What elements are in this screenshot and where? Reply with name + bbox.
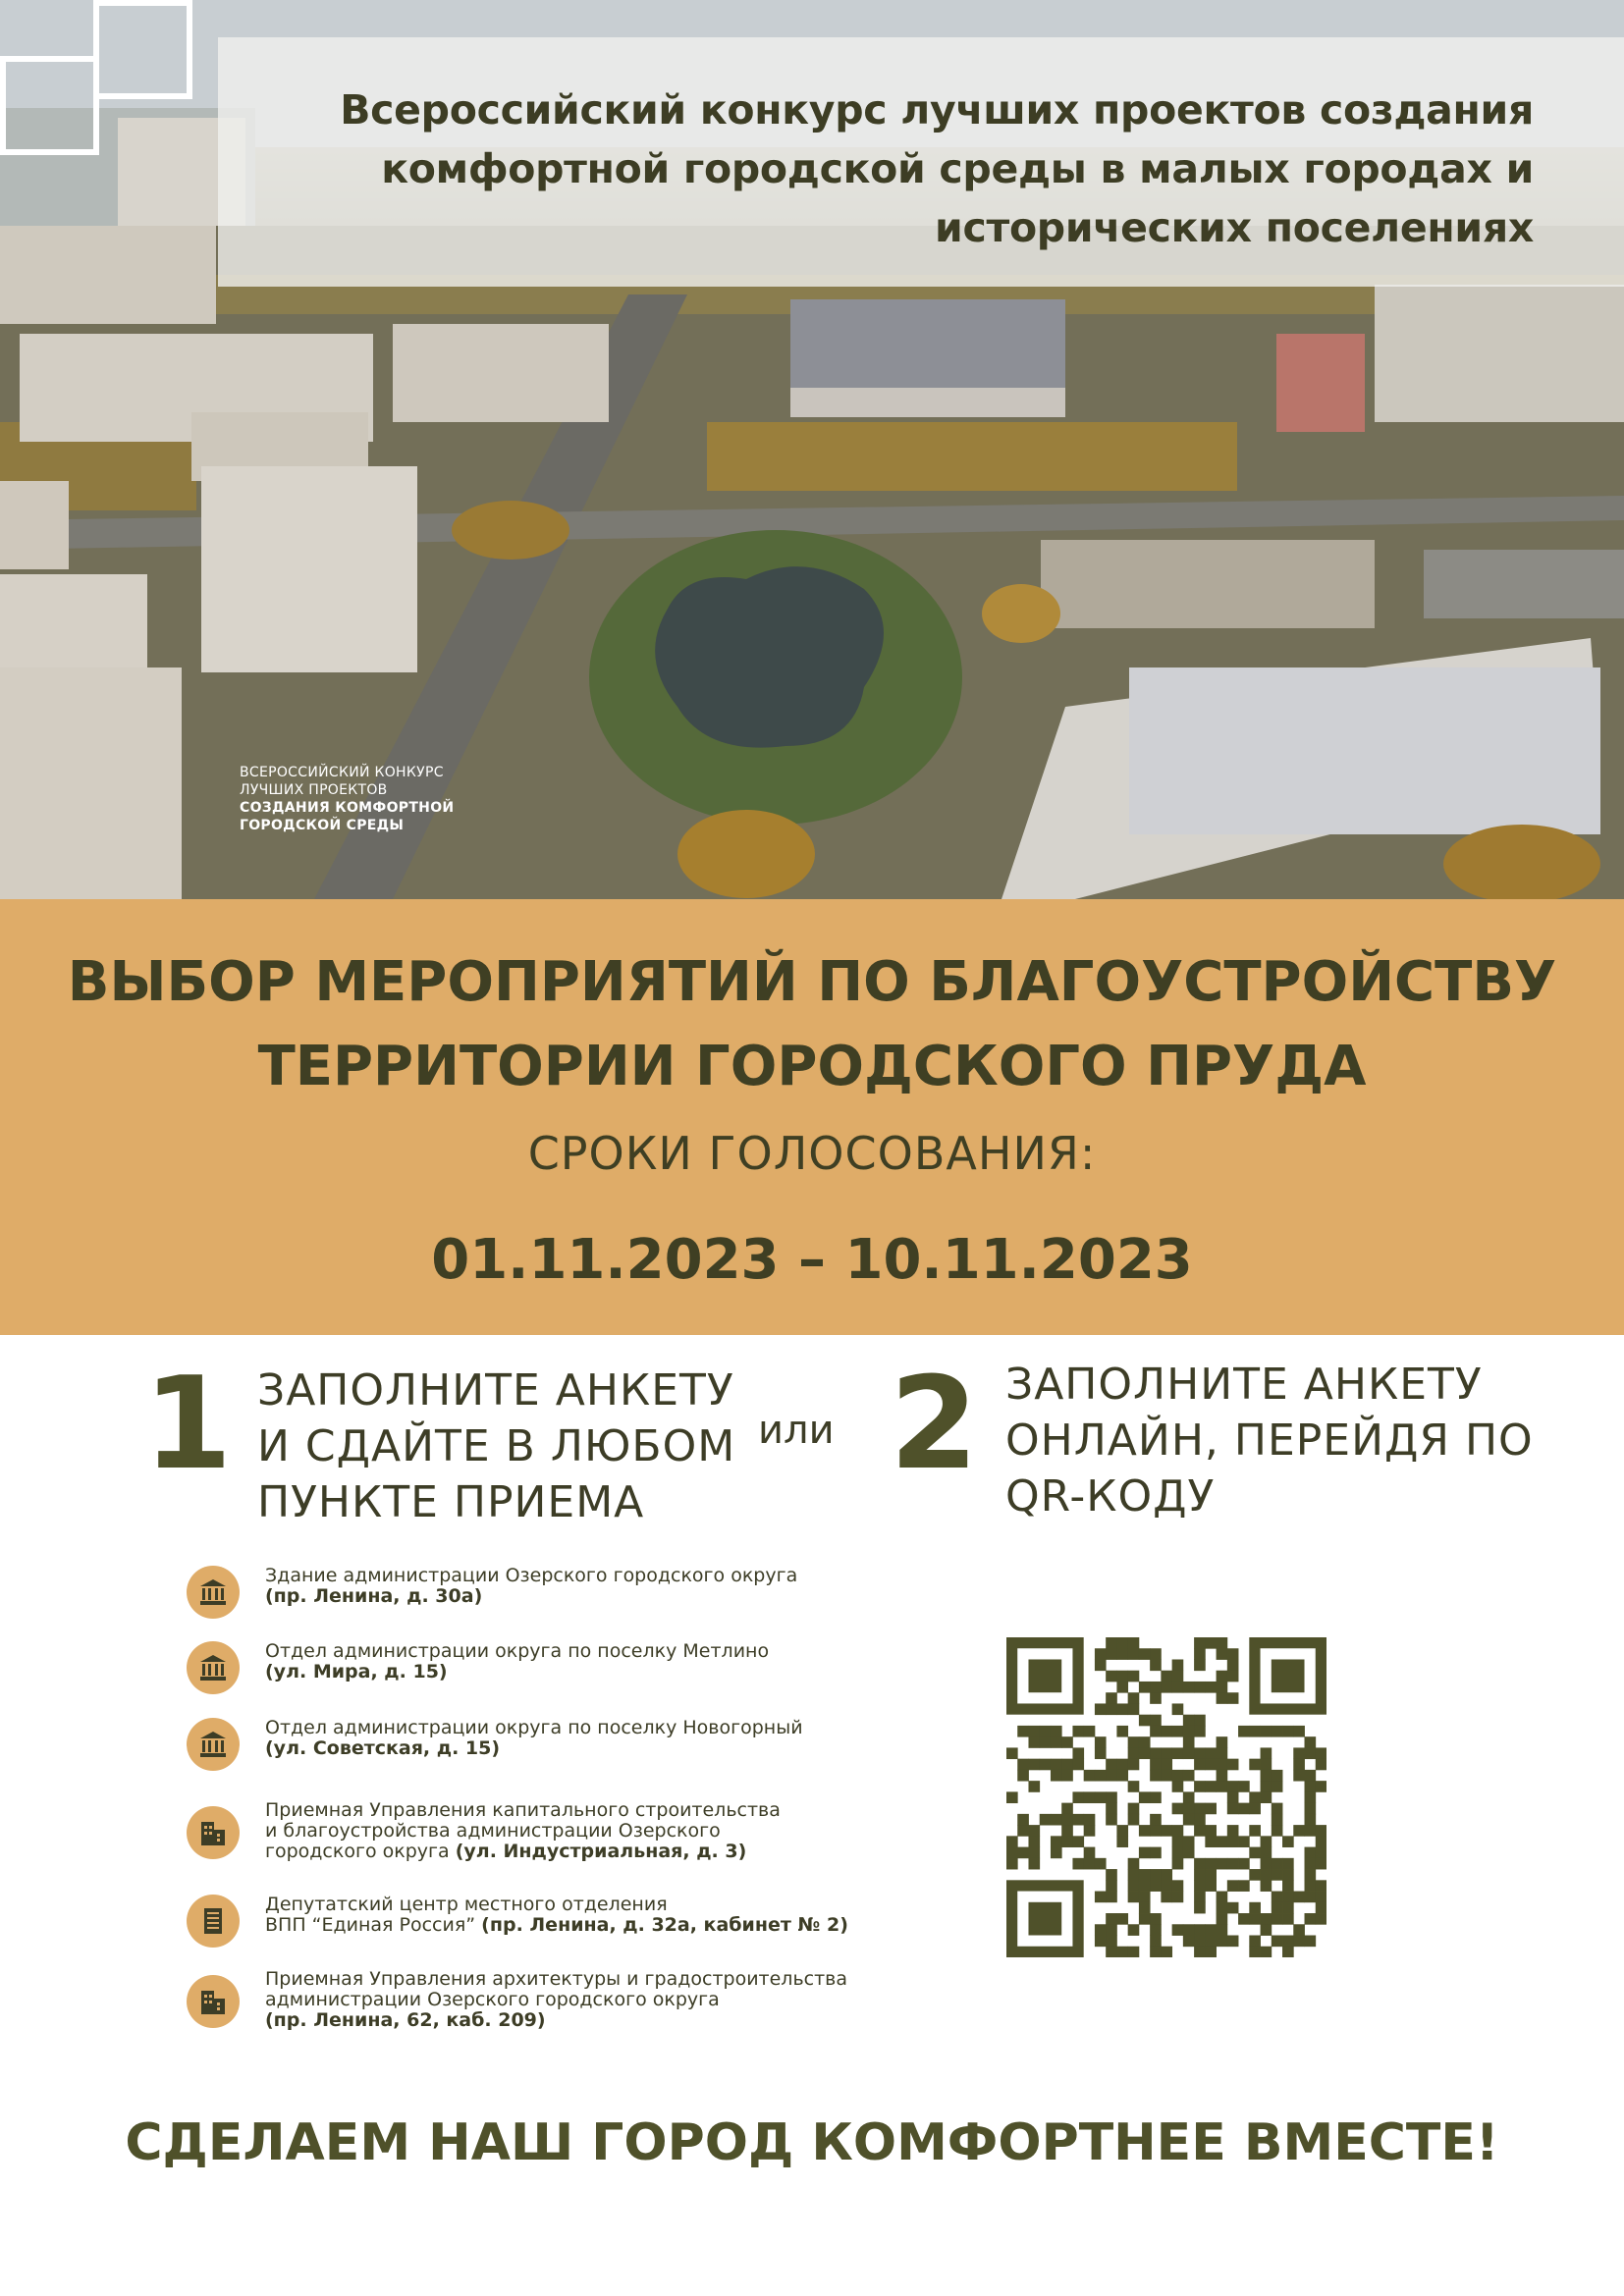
voting-dates: 01.11.2023 – 10.11.2023 — [431, 1228, 1193, 1292]
location-text — [265, 1641, 769, 1682]
location-text — [265, 1895, 848, 1936]
location-line: (пр. Ленина, 62, каб. 209) — [265, 2009, 546, 2031]
slogan: СДЕЛАЕМ НАШ ГОРОД КОМФОРТНЕЕ ВМЕСТЕ! — [125, 2113, 1499, 2172]
step-2-line: QR-КОДУ — [1005, 1471, 1216, 1522]
banner-headline-line-2: ТЕРРИТОРИИ ГОРОДСКОГО ПРУДА — [257, 1035, 1367, 1098]
step-1-line: ЗАПОЛНИТЕ АНКЕТУ — [257, 1365, 734, 1415]
location-text — [265, 1718, 803, 1759]
building-icon — [187, 1806, 240, 1859]
step-2-number: 2 — [890, 1349, 979, 1498]
step-1-line: ПУНКТЕ ПРИЕМА — [257, 1477, 645, 1527]
office-icon — [187, 1895, 240, 1948]
building-icon — [187, 1975, 240, 2028]
banner-headline-line-1: ВЫБОР МЕРОПРИЯТИЙ ПО БЛАГОУСТРОЙСТВУ — [67, 950, 1557, 1014]
contest-logo-icon — [0, 0, 196, 157]
contest-title-line-1: Всероссийский конкурс лучших проектов создания — [340, 86, 1534, 133]
location-line: Депутатский центр местного отделения — [265, 1894, 668, 1915]
step-1-number: 1 — [143, 1349, 233, 1498]
logo-text-line: СОЗДАНИЯ КОМФОРТНОЙ — [240, 800, 455, 816]
step-1-line: И СДАЙТЕ В ЛЮБОМ — [257, 1421, 736, 1471]
logo-text-line: ЛУЧШИХ ПРОЕКТОВ — [240, 782, 388, 798]
location-text — [265, 1969, 847, 2031]
step-2-line: ОНЛАЙН, ПЕРЕЙДЯ ПО — [1005, 1415, 1534, 1466]
location-text — [265, 1566, 797, 1607]
location-line: городского округа (ул. Индустриальная, д. 3) — [265, 1841, 747, 1862]
location-line: (ул. Советская, д. 15) — [265, 1737, 501, 1759]
location-text — [265, 1800, 781, 1862]
contest-title-line-3: исторических поселениях — [935, 204, 1534, 251]
contest-logo-text — [240, 764, 454, 834]
step-2-text — [1005, 1357, 1534, 1524]
logo-text-line: ВСЕРОССИЙСКИЙ КОНКУРС — [240, 765, 444, 780]
qr-code[interactable] — [1006, 1637, 1326, 1957]
location-line: Приемная Управления архитектуры и градостроительства — [265, 1968, 848, 1990]
bank-icon — [187, 1718, 240, 1771]
location-line: (ул. Мира, д. 15) — [265, 1661, 448, 1682]
or-separator: или — [758, 1408, 835, 1453]
location-line: и благоустройства администрации Озерского — [265, 1820, 721, 1842]
location-line: Здание администрации Озерского городского округа — [265, 1565, 798, 1586]
aerial-city-photo — [0, 0, 1624, 899]
contest-title-panel — [218, 37, 1624, 287]
bank-icon — [187, 1566, 240, 1619]
step-2-line: ЗАПОЛНИТЕ АНКЕТУ — [1005, 1360, 1483, 1410]
logo-text-line: ГОРОДСКОЙ СРЕДЫ — [240, 818, 405, 833]
location-line: ВПП “Единая Россия” (пр. Ленина, д. 32а, кабинет № 2) — [265, 1914, 848, 1936]
voting-label: СРОКИ ГОЛОСОВАНИЯ: — [527, 1127, 1097, 1180]
step-1-text — [257, 1362, 735, 1530]
voting-banner — [0, 899, 1624, 1335]
location-line: Отдел администрации округа по поселку Метлино — [265, 1640, 770, 1662]
bank-icon — [187, 1641, 240, 1694]
location-line: администрации Озерского городского округа — [265, 1989, 720, 2010]
location-line: Приемная Управления капитального строительства — [265, 1799, 781, 1821]
location-line: Отдел администрации округа по поселку Новогорный — [265, 1717, 803, 1738]
location-line: (пр. Ленина, д. 30а) — [265, 1585, 483, 1607]
contest-title-line-2: комфортной городской среды в малых городах и — [381, 145, 1534, 192]
